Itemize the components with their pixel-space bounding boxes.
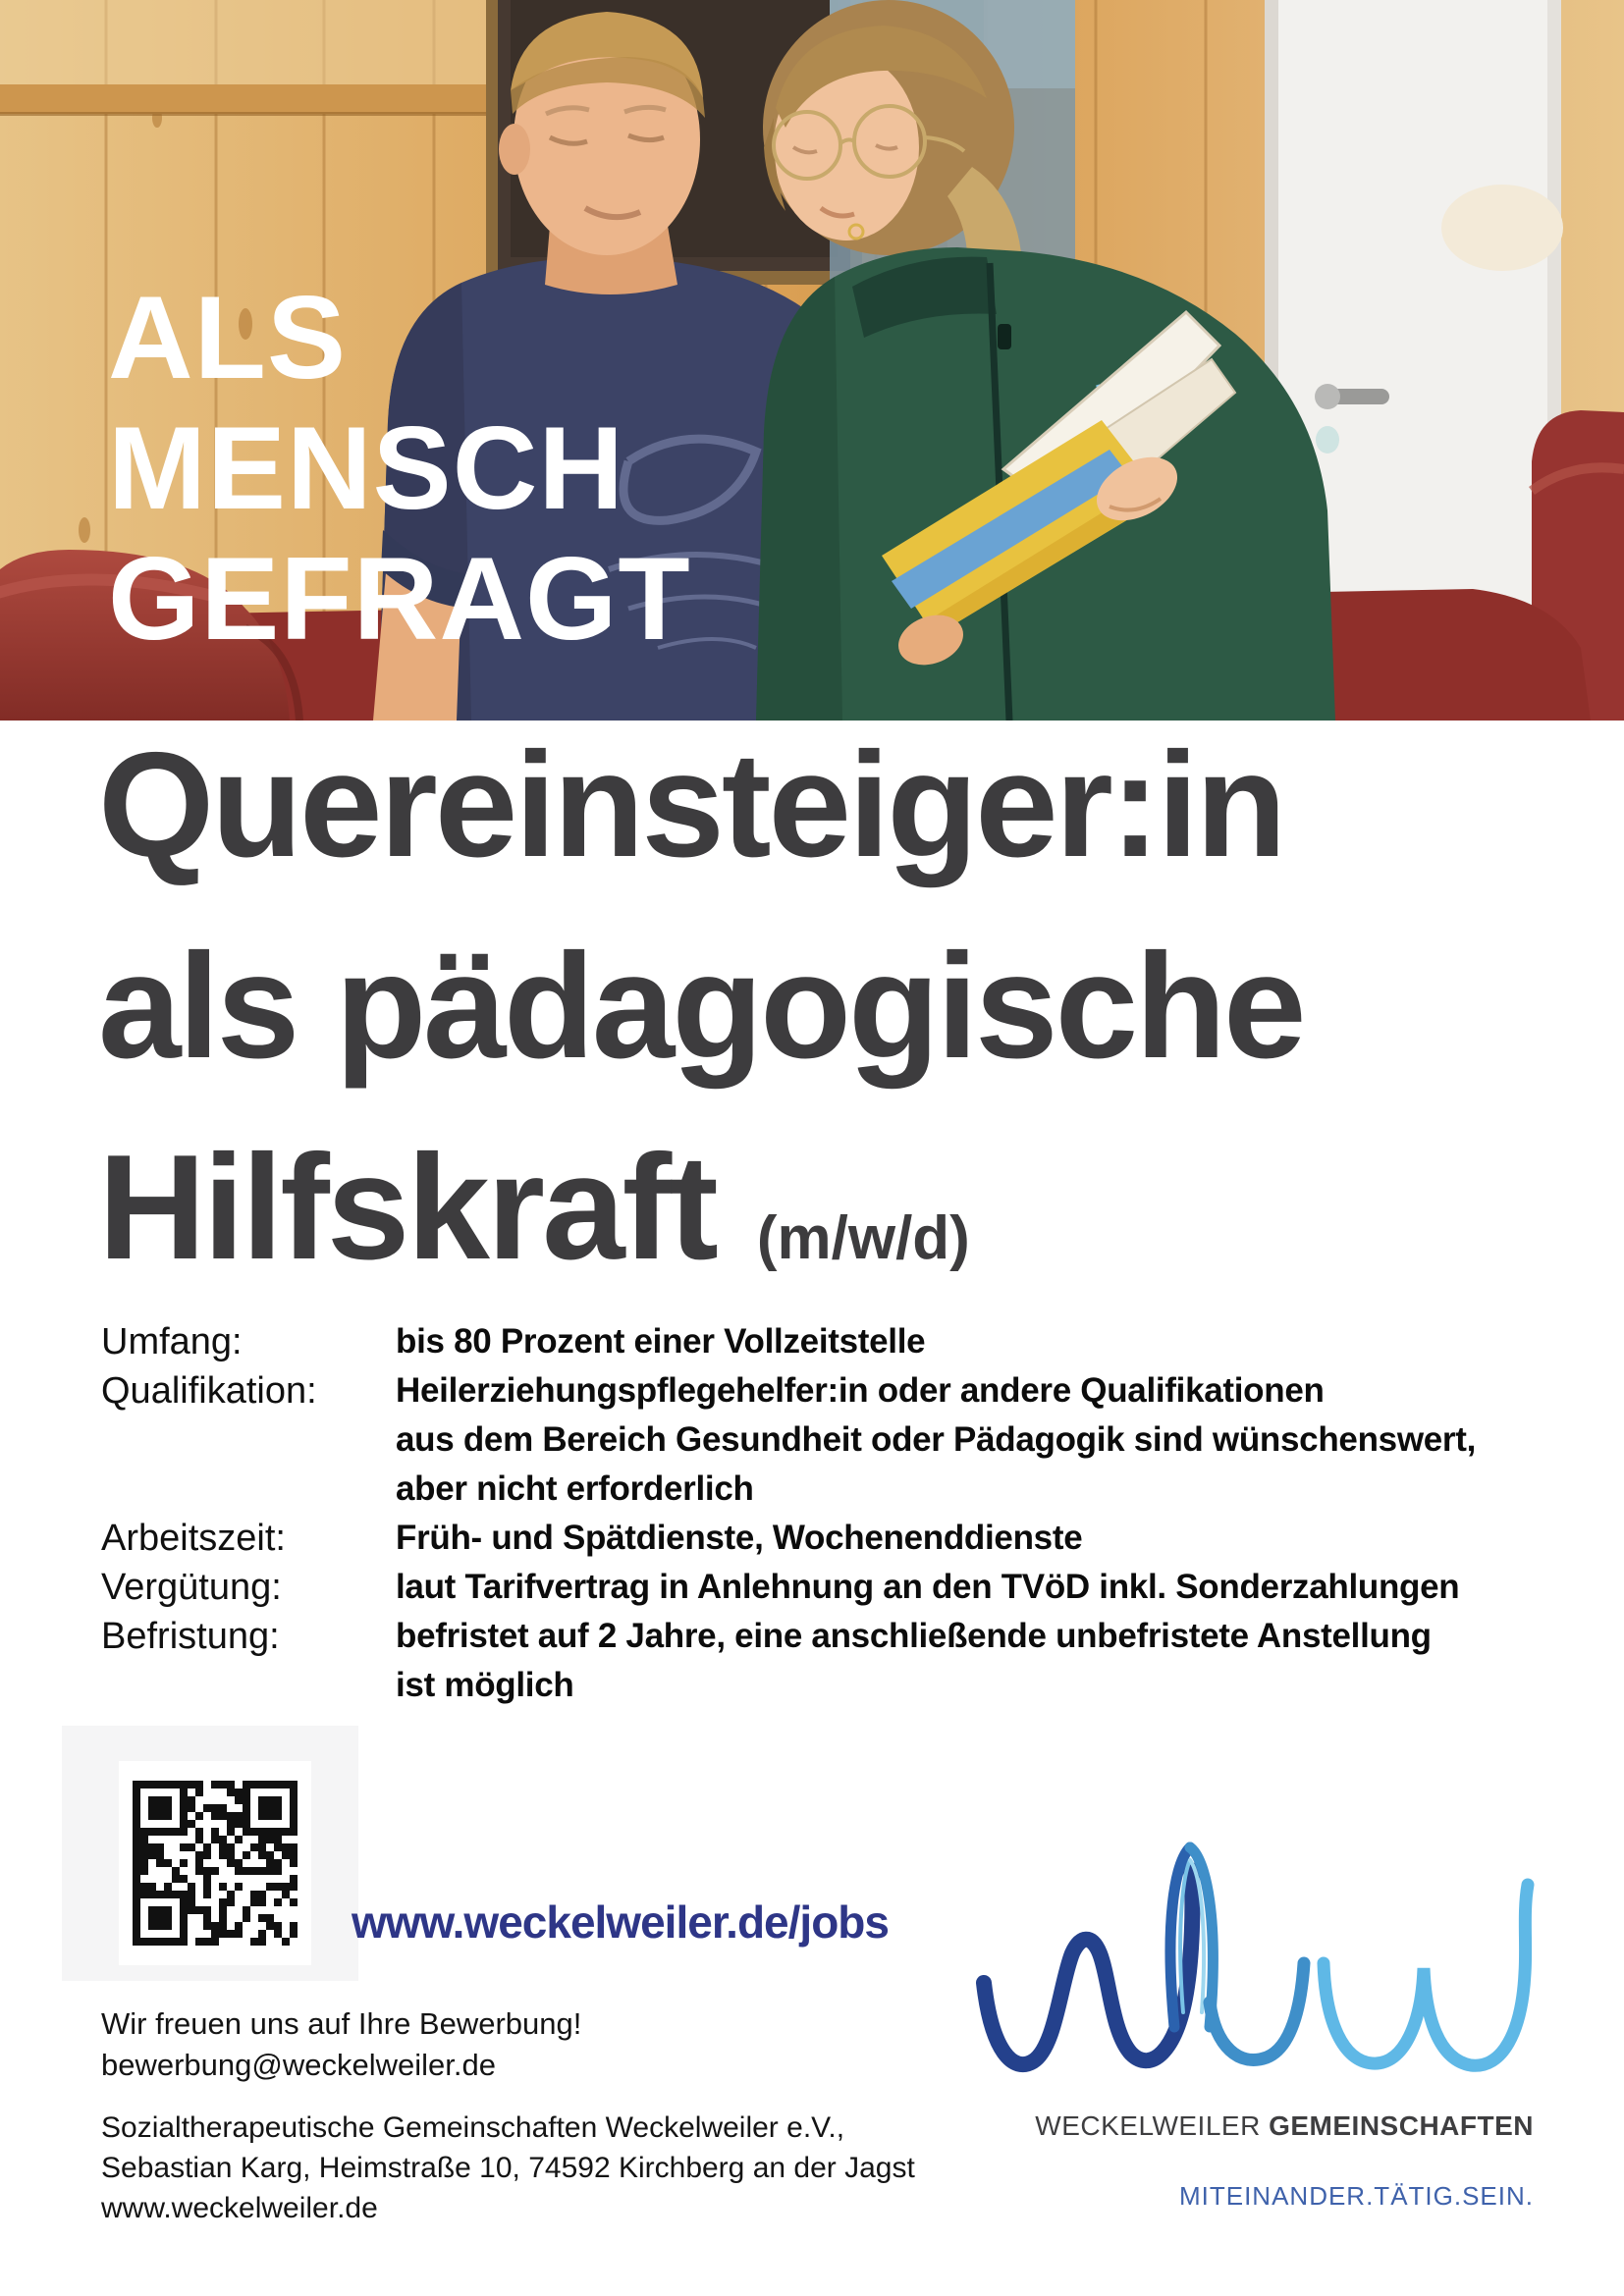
- job-title-line-3: [98, 1107, 1304, 1339]
- slogan-line: MENSCH: [108, 402, 625, 534]
- contact-street: Sebastian Karg, Heimstraße 10, 74592 Kirchberg an der Jagst: [101, 2152, 915, 2184]
- application-email[interactable]: bewerbung@weckelweiler.de: [101, 2048, 496, 2082]
- photo-overlay-slogan: [108, 273, 691, 665]
- detail-row-arbeitszeit: [101, 1514, 1594, 1563]
- detail-row-befristung: [101, 1612, 1594, 1661]
- jobs-link[interactable]: www.weckelweiler.de/jobs: [352, 1896, 889, 1948]
- job-details: [101, 1317, 1594, 1710]
- detail-label: [101, 1661, 396, 1710]
- detail-row-umfang: [101, 1317, 1594, 1366]
- detail-value: laut Tarifvertrag in Anlehnung an den TVöD inkl. Sonderzahlungen: [396, 1568, 1460, 1606]
- detail-label: Befristung:: [101, 1616, 280, 1657]
- cushion: [1441, 185, 1563, 271]
- detail-label: [101, 1465, 396, 1514]
- detail-label: Vergütung:: [101, 1567, 282, 1608]
- detail-row-continuation: [101, 1465, 1594, 1514]
- logo-wordmark: [1035, 2110, 1534, 2142]
- address-block: [101, 2108, 915, 2228]
- detail-row-continuation: [101, 1661, 1594, 1710]
- header-photo: [0, 0, 1624, 721]
- detail-value: befristet auf 2 Jahre, eine anschließende unbefristete Anstellung: [396, 1617, 1432, 1655]
- gender-suffix: (m/w/d): [756, 1204, 970, 1272]
- job-title-line-2: als pädagogische: [98, 923, 1304, 1090]
- detail-row-verguetung: [101, 1563, 1594, 1612]
- logo-tagline: MITEINANDER.TÄTIG.SEIN.: [1178, 2181, 1534, 2211]
- brand-regular: WECKELWEILER: [1035, 2110, 1261, 2141]
- detail-value: aus dem Bereich Gesundheit oder Pädagogik sind wünschenswert,: [396, 1420, 1477, 1459]
- application-block: [101, 2003, 581, 2086]
- organization-name: Sozialtherapeutische Gemeinschaften Weckelweiler e.V.,: [101, 2111, 845, 2144]
- qr-code[interactable]: [133, 1781, 298, 1946]
- detail-row-qualifikation: [101, 1366, 1594, 1415]
- job-title: [98, 705, 1304, 1339]
- detail-row-continuation: [101, 1415, 1594, 1465]
- job-title-word: Hilfskraft: [98, 1124, 716, 1291]
- slogan-line: GEFRAGT: [108, 533, 691, 665]
- application-callout: Wir freuen uns auf Ihre Bewerbung!: [101, 2006, 582, 2041]
- detail-label: Umfang:: [101, 1321, 243, 1362]
- slogan-line: ALS: [108, 272, 347, 403]
- job-title-line-1: Quereinsteiger:in: [98, 721, 1284, 888]
- detail-value: aber nicht erforderlich: [396, 1469, 754, 1508]
- detail-value: Heilerziehungspflegehelfer:in oder andere Qualifikationen: [396, 1371, 1325, 1410]
- detail-label: Qualifikation:: [101, 1370, 317, 1412]
- detail-value: ist möglich: [396, 1666, 574, 1704]
- brand-bold: GEMEINSCHAFTEN: [1260, 2110, 1534, 2141]
- website-link[interactable]: www.weckelweiler.de: [101, 2192, 378, 2224]
- detail-value: Früh- und Spätdienste, Wochenenddienste: [396, 1519, 1083, 1557]
- qr-sheet: [119, 1761, 311, 1965]
- detail-label: [101, 1415, 396, 1465]
- detail-value: bis 80 Prozent einer Vollzeitstelle: [396, 1322, 926, 1361]
- qr-card: [62, 1726, 358, 1981]
- detail-label: Arbeitszeit:: [101, 1518, 286, 1559]
